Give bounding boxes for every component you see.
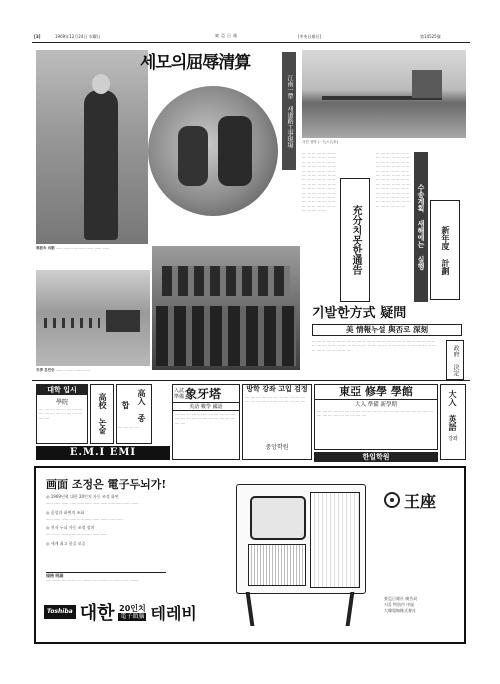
figure-silhouette xyxy=(84,90,118,240)
brand-name: 대한 xyxy=(79,603,115,624)
photo-caption-right-text: 사진 설명 (一九六九年) xyxy=(302,140,338,144)
brand-logo xyxy=(44,605,76,619)
figures-row xyxy=(44,318,100,328)
issue-date: 1969年12月24日 水曜日 xyxy=(55,34,101,39)
emblem-dot xyxy=(390,498,394,502)
photo-caption-left-text: 寒波속 出勤 xyxy=(36,246,55,250)
product-name: 테레비 xyxy=(150,603,197,623)
ad4-tag-top: 入試 xyxy=(174,387,185,394)
photo-winter-scene xyxy=(36,270,150,366)
ad7-title: 大入 英語 xyxy=(448,389,457,431)
spec-table xyxy=(46,572,166,597)
vertical-caption-strip: 江南一帶 새道路工事現場 xyxy=(282,52,296,170)
company-line-2: 서울 特別市 中區 xyxy=(384,602,415,607)
academy-banner-bar xyxy=(314,452,438,462)
ads-rule-top xyxy=(32,380,470,381)
ad5-body: ···· ···· ···· ···· ···· ···· ···· ···· ···· ···· ···· ···· ···· ···· ···· ···· ···· ···· ···· ···· ···· ···· xyxy=(245,396,306,405)
group-row-2 xyxy=(156,306,296,366)
ad-highschool-entrance xyxy=(116,384,152,444)
ad1-title: 대학 입시 xyxy=(37,385,87,395)
tagline-block xyxy=(384,480,460,520)
tv-speaker-grille xyxy=(248,544,306,586)
ad-dong-a-academy xyxy=(314,384,438,450)
spec-table-header: 規格 明細 xyxy=(46,573,64,578)
edition-label: [中央日報社] xyxy=(298,34,322,39)
photo-caption-bottom: 冬季 훈련중 ....... ....... ....... ....... xyxy=(36,368,90,372)
tagline: 王座 xyxy=(404,491,437,511)
tv-leg-left xyxy=(246,592,255,626)
ad-college-prep xyxy=(36,384,88,444)
big-ad-bullet-2: ◎ 음성과 화면의 조화 xyxy=(46,509,85,515)
big-ad-bullet-1: ◎ 1969년형 대한 20인치 자동 조정 화면 xyxy=(46,494,119,499)
ad2-title: 高校 논술 xyxy=(98,392,107,434)
ad5-title: 방학 강좌 고입 검정 xyxy=(246,385,308,393)
tagline-emblem-icon xyxy=(384,492,400,508)
ad-vacation-course xyxy=(242,384,312,460)
issue-number: 第14525號 xyxy=(420,34,441,39)
photo-pedestrian xyxy=(36,50,148,244)
ad4-title: 象牙塔 xyxy=(185,387,222,401)
ad4-sub: 英語 數學 國語 xyxy=(173,402,239,411)
photo-group-soldiers xyxy=(152,246,300,370)
ad3-body: ···· ···· ···· ···· xyxy=(118,426,140,430)
product-sub: 電子頭腦 xyxy=(120,612,145,620)
ad-highschool xyxy=(90,384,114,444)
brand-logo-text: Toshiba xyxy=(47,608,73,615)
big-ad-bullet-2-body: ······ ······ ······ ······ ······ ······ ······ ······ ······ ······ xyxy=(46,517,123,522)
company-info xyxy=(384,596,460,614)
emi-banner-text: E.M.I EMI xyxy=(69,447,137,458)
section-headline: 기발한方式 疑問 xyxy=(312,306,407,321)
figure-head xyxy=(92,74,110,94)
masthead: 東亞日報 xyxy=(215,33,239,38)
person-figure-1 xyxy=(178,126,208,186)
article-column-3: ··· ···· ··· ···· ··· ···· ··· ···· ··· ···· ··· ···· ··· ···· ··· ···· ··· ···· ··· ···· ··· ···· ··· ···· ··· ···· ··· ···· ··· ···· ··· ···· ··· ···· ··· ···· ··· ···· ··· ···· ··· ···· ··· ···· ··· ···· ··· ···· ··· ···· ··· ···· ··· ···· ··· ···· ··· ···· xyxy=(312,340,437,353)
building-shape xyxy=(412,70,442,98)
photo-bridge-landscape xyxy=(302,50,466,138)
big-ad-bullet-3-body: ······ ······ ······ ······ ······ ······ ······ ······ xyxy=(46,533,108,537)
person-figure-2 xyxy=(218,116,252,186)
header-rule xyxy=(32,42,470,43)
ad6-body: ···· ···· ···· ···· ···· ···· ···· ···· ···· ···· ···· ···· ···· ···· ···· ···· ···· ···· ···· ···· ···· ···· ···· ···· ···· ···· ···· ···· ···· ···· xyxy=(317,410,433,419)
ad4-tag xyxy=(173,387,185,401)
product-size-block xyxy=(118,604,146,621)
ad-english-course xyxy=(440,384,466,460)
company-line-1: 東亞日報社 廣告局 xyxy=(384,596,418,601)
spec-table-rows: ···· ········ ···· ········ ···· ········ ···· ········ ···· ········ ···· ········ xyxy=(46,579,139,583)
photo-circular xyxy=(148,86,278,216)
ad5-sub: 중앙학원 xyxy=(265,444,289,451)
right-narrow-box: 政府 決定 xyxy=(446,340,464,380)
tv-door-panel xyxy=(310,492,360,588)
photo-caption-left: 寒波속 出勤 ...... ...... ...... ...... ...... ...... ...... xyxy=(36,246,110,250)
ad6-title: 東亞 修學 學館 xyxy=(315,385,437,400)
big-ad-bullet-1-body: ······ ······ ······ ······ ······ ······ ······ ······ ······ ······ ······ ······ xyxy=(46,502,139,506)
ad6-sub: 大入 準備 新學期 xyxy=(355,402,397,408)
page-number: [3] xyxy=(34,34,41,39)
emi-banner-bar xyxy=(36,446,170,460)
ad3-title: 高入 종합 xyxy=(121,388,146,422)
section-subhead-box xyxy=(312,324,462,336)
ad4-body: ···· ···· ···· ···· ···· ···· ···· ···· ···· ···· ···· ···· ···· ···· ···· ···· ···· ···· ···· ···· ···· ···· ···· ···· xyxy=(175,413,236,426)
vehicle-shape xyxy=(106,310,140,332)
photo-caption-right xyxy=(302,140,466,150)
article-column-2: ··· ···· ··· ···· ··· ···· ··· ···· ··· ···· ··· ···· ··· ···· ··· ···· ··· ···· ··· ···· ··· ···· ··· ···· ··· ···· ··· ···· ··· ···· ··· ···· ··· ···· ··· ···· ··· ···· ··· ···· ··· ···· ··· ···· ··· ···· ··· ···· ··· ···· ··· ···· ··· ···· ··· ···· ··· ···· ··· ···· ··· ···· ··· ···· ··· ···· ··· ···· ··· ···· ··· ···· ··· ···· ··· ···· ··· ···· ··· ···· ··· ···· ··· ···· ··· ···· ··· ···· ··· ···· xyxy=(376,152,411,209)
section-subhead: 美 情報누설 與否로 深刻 xyxy=(345,325,429,334)
callout-vertical-headline: 充分치못한通告 xyxy=(340,178,370,302)
big-ad-bullets xyxy=(46,494,218,547)
academy-banner-text: 한일학원 xyxy=(362,453,390,461)
ad7-sub: 강좌 xyxy=(448,436,458,442)
product-size: 20인치 xyxy=(119,603,146,613)
brand-bar xyxy=(44,598,220,626)
group-row-1 xyxy=(162,266,290,296)
big-ad-bullet-3: ◎ 전자 두뇌 자동 조정 장치 xyxy=(46,525,95,530)
tv-leg-right xyxy=(346,592,355,626)
article-column-1: ··· ···· ··· ···· ··· ···· ··· ···· ··· ···· ··· ···· ··· ···· ··· ···· ··· ···· ··· ···· ··· ···· ··· ···· ··· ···· ··· ···· ··· ···· ··· ···· ··· ···· ··· ···· ··· ···· ··· ···· ··· ···· ··· ···· ··· ···· ··· ···· ··· ···· ··· ···· ··· ···· ··· ···· ··· ···· ··· ···· ··· ···· ··· ···· ··· ···· ··· ···· ··· ···· ··· ···· ··· ···· ··· ···· ··· ···· ··· ···· ··· ···· ··· ···· ··· ···· ··· ···· ··· ···· ··· ···· ··· ···· ··· ···· xyxy=(302,152,337,214)
tv-screen xyxy=(250,496,306,540)
side-vertical-headline: 수송계획 새해에는 실행 xyxy=(414,152,428,302)
ad1-body: ···· ···· ···· ···· ···· ···· ···· ···· ···· ···· ···· ···· ···· ···· ···· ···· ···· ···· xyxy=(39,408,83,421)
ad4-tag-bottom: 準備 xyxy=(174,393,185,400)
photo-caption-bottom-text: 冬季 훈련중 xyxy=(36,368,55,372)
big-ad-headline: 画面 조정은 電子두뇌가! xyxy=(46,478,167,491)
ad-ivory-tower xyxy=(172,384,240,460)
tv-illustration xyxy=(226,478,376,632)
big-ad-bullet-4: ◎ 세계 최고 품질 보증 xyxy=(46,540,86,546)
company-line-3: 大韓電線株式會社 xyxy=(384,608,416,613)
headline-main: 세모의屈辱清算 xyxy=(140,53,251,73)
side-vertical-box: 新年度 計劃 xyxy=(430,200,460,300)
ad1-sub: 學院 xyxy=(55,399,68,406)
